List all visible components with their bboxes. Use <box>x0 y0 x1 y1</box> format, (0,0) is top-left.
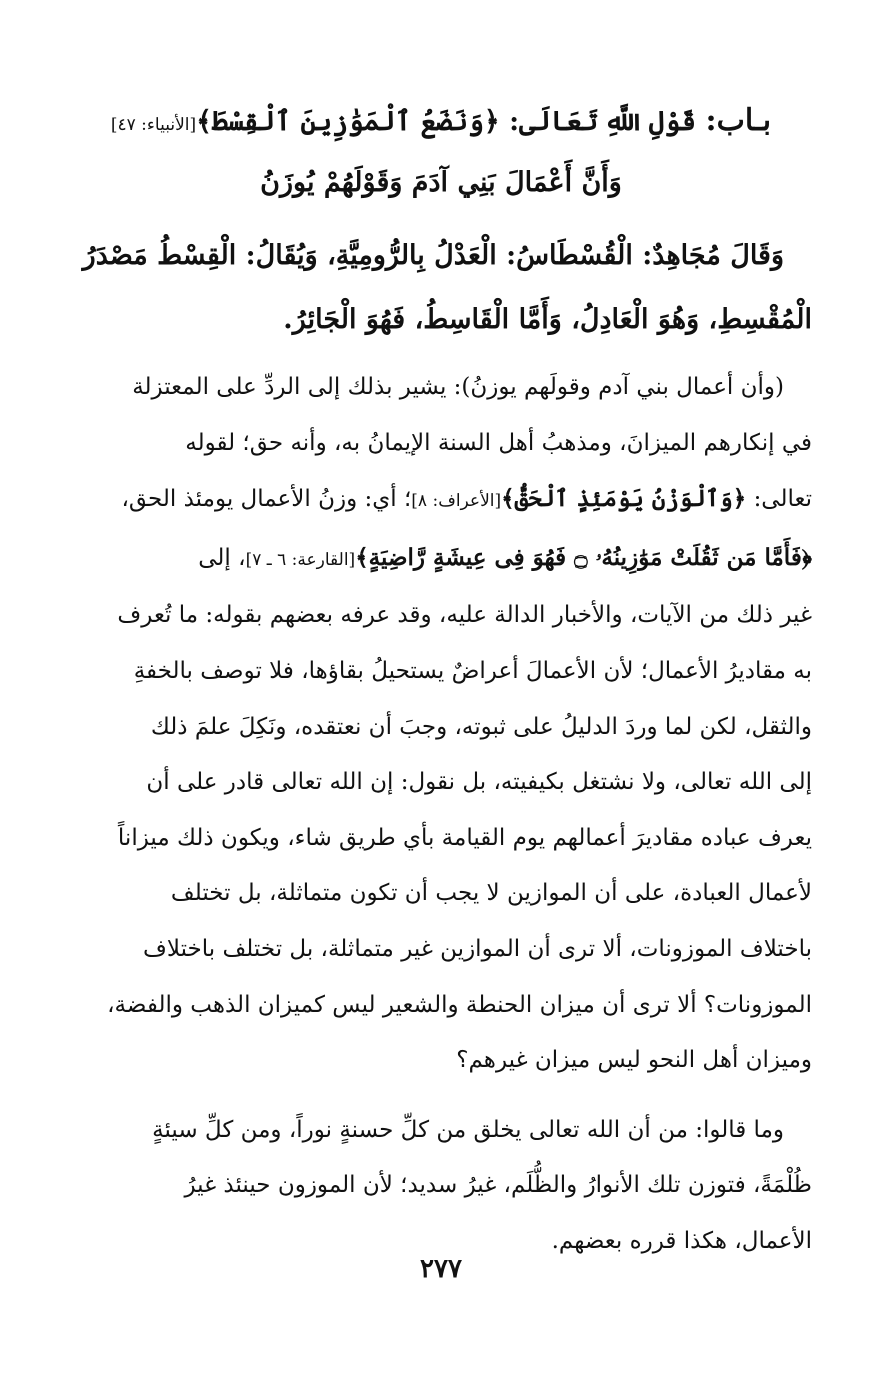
verse-reference: [الأنبياء: ٤٧] <box>110 115 197 135</box>
text-line: الموزونات؟ ألا ترى أن ميزان الحنطة والشعير ليس كميزان الذهب والفضة، <box>107 991 812 1018</box>
commentary-paragraph <box>70 1103 812 1270</box>
commentary <box>70 360 812 1270</box>
text-line: (وأن أعمال بني آدم وقولَهم يوزنُ): يشير بذلك إلى الردِّ على المعتزلة <box>132 374 784 400</box>
heading-text: قَوْلِ اللَّهِ تَعَالَى: <box>509 106 697 137</box>
text-line: ظُلْمَةً، فتوزن تلك الأنوارُ والظُّلَم، غيرُ سديد؛ لأن الموزون حينئذ غيرُ <box>184 1172 812 1199</box>
text-fragment: تعالى: <box>753 486 812 513</box>
quran-verse: ﴿فَأَمَّا مَن ثَقُلَتْ مَوَٰزِينُهُۥ ۝ فَهُوَ فِى عِيشَةٍ رَّاضِيَةٍ﴾ <box>355 543 812 571</box>
heading-line-2: وَأَنَّ أَعْمَالَ بَنِي آدَمَ وَقَوْلَهُمْ يُوزَنُ <box>260 167 622 198</box>
text-line: في إنكارهم الميزانَ، ومذهبُ أهل السنة الإيمانُ به، وأنه حق؛ لقوله <box>185 429 812 456</box>
text-line <box>70 471 812 530</box>
text-fragment: ؛ أي: وزنُ الأعمال يومئذ الحق، <box>121 486 412 513</box>
text-line: الأعمال، هكذا قرره بعضهم. <box>551 1227 812 1254</box>
quran-verse: ﴿وَٱلْوَزْنُ يَوْمَئِذٍ ٱلْحَقُّ﴾ <box>501 485 747 513</box>
text-line: وَقَالَ مُجَاهِدٌ: الْقُسْطَاسُ: الْعَدْلُ بِالرُّومِيَّةِ، وَيُقَالُ: الْقِسْطُ مَصْدَرُ <box>82 240 784 271</box>
commentary-paragraph <box>70 360 812 1089</box>
text-line: والثقل، لكن لما وردَ الدليلُ على ثبوته، وجبَ أن نعتقده، ونَكِلَ علمَ ذلك <box>150 713 812 740</box>
text-line: يعرف عباده مقاديرَ أعمالهم يوم القيامة بأي طريق شاء، ويكون ذلك ميزاناً <box>117 824 812 851</box>
verse-reference: [الأعراف: ٨] <box>411 491 502 512</box>
text-line: وميزان أهل النحو ليس ميزان غيرهم؟ <box>456 1047 812 1074</box>
heading-line-1 <box>70 92 812 154</box>
text-line: غير ذلك من الآيات، والأخبار الدالة عليه، وقد عرفه بعضهم بقوله: ما تُعرف <box>117 602 812 629</box>
text-line: لأعمال العبادة، على أن الموازين لا يجب أن تكون متماثلة، بل تختلف <box>170 880 812 907</box>
text-line: به مقاديرُ الأعمال؛ لأن الأعمالَ أعراضٌ يستحيلُ بقاؤها، فلا توصف بالخفةِ <box>133 657 812 684</box>
hadith-text <box>70 224 812 352</box>
chapter-label: بـاب: <box>705 103 772 138</box>
quran-verse: ﴿وَنَضَعُ ٱلْمَوَٰزِينَ ٱلْقِسْطَ﴾ <box>196 106 500 137</box>
text-line: الْمُقْسِطِ، وَهُوَ الْعَادِلُ، وَأَمَّا الْقَاسِطُ، فَهُوَ الْجَائِرُ. <box>283 304 812 335</box>
book-page <box>70 92 812 1352</box>
verse-reference: [القارعة: ٦ ـ ٧] <box>245 549 356 570</box>
text-line: إلى الله تعالى، ولا نشتغل بكيفيته، بل نقول: إن الله تعالى قادر على أن <box>146 769 812 796</box>
text-line: وما قالوا: من أن الله تعالى يخلق من كلِّ حسنةٍ نوراً، ومن كلِّ سيئةٍ <box>152 1116 784 1143</box>
text-fragment: ، إلى <box>198 544 246 571</box>
chapter-heading <box>70 92 812 212</box>
text-line <box>70 530 812 589</box>
page-number: ٢٧٧ <box>420 1254 462 1284</box>
text-line: باختلاف الموزونات، ألا ترى أن الموازين غير متماثلة، بل تختلف باختلاف <box>143 935 812 962</box>
